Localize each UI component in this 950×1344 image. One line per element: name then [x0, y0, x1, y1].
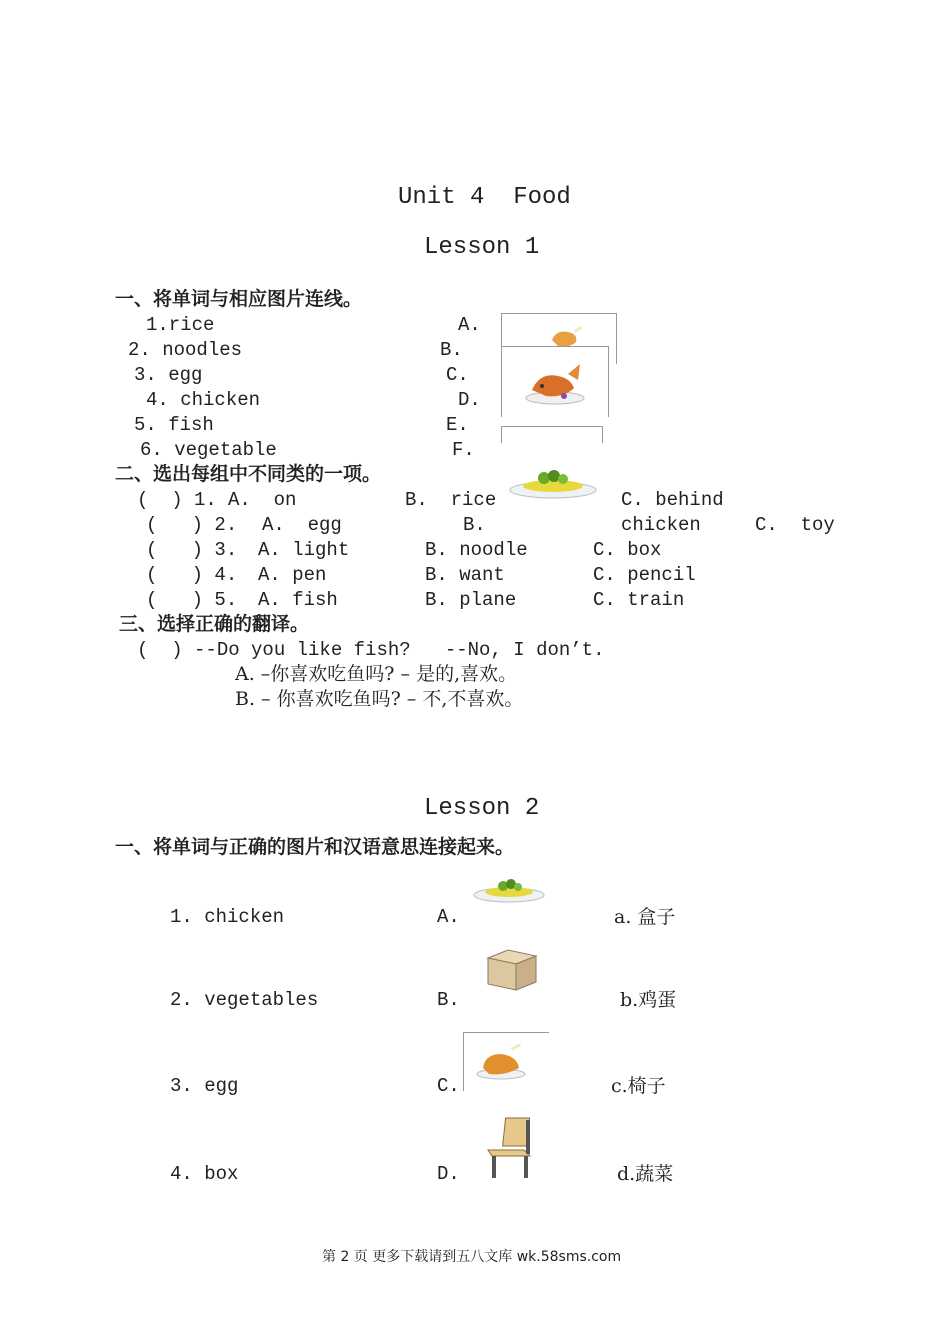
option-c: C. behind [621, 489, 724, 511]
section1-title: 一、将单词与相应图片连线。 [115, 288, 363, 310]
picture-letter: D. [437, 1163, 460, 1185]
fish-plate-icon [524, 362, 586, 406]
option-c: C. toy [755, 514, 835, 536]
picture-letter: A. [437, 906, 460, 928]
word-item: 5. fish [134, 414, 214, 436]
word-item: 2. vegetables [170, 989, 319, 1011]
option-b-word: chicken [621, 514, 701, 536]
option-b: B. want [425, 564, 505, 586]
answer-bracket: ( ) 5. [146, 589, 238, 611]
lesson2-heading: Lesson 2 [424, 795, 540, 822]
answer-bracket: ( ) 1. [137, 489, 217, 511]
chicken-plate-icon [475, 1044, 527, 1080]
lesson2-section-title: 一、将单词与正确的图片和汉语意思连接起来。 [115, 836, 515, 858]
meaning: b.鸡蛋 [620, 989, 677, 1011]
meaning: d.蔬菜 [617, 1163, 674, 1185]
option-a: A. egg [262, 514, 342, 536]
option-c: C. box [593, 539, 662, 561]
word-item: 3. egg [170, 1075, 239, 1097]
picture-letter: C. [446, 364, 469, 386]
word-item: 4. chicken [146, 389, 261, 411]
word-item: 2. noodles [128, 339, 243, 361]
picture-letter: B. [437, 989, 460, 1011]
meaning: a. 盒子 [614, 906, 676, 928]
meaning: c.椅子 [611, 1075, 666, 1097]
picture-letter: A. [458, 314, 481, 336]
vegetable-plate-icon [472, 876, 546, 904]
question: ( ) --Do you like fish? --No, I don’t. [137, 639, 605, 661]
page-footer: 第 2 页 更多下载请到五八文库 wk.58sms.com [322, 1249, 622, 1265]
picture-letter: C. [437, 1075, 460, 1097]
word-item: 4. box [170, 1163, 239, 1185]
option-a: A. light [258, 539, 350, 561]
word-item: 3. egg [134, 364, 203, 386]
option-b: B. [463, 514, 486, 536]
option-a: A. –你喜欢吃鱼吗? – 是的,喜欢。 [235, 663, 518, 685]
answer-bracket: ( ) 2. [146, 514, 238, 536]
section3-title: 三、选择正确的翻译。 [119, 613, 310, 635]
word-item: 6. vegetable [140, 439, 277, 461]
picture-letter: B. [440, 339, 463, 361]
option-a: A. fish [258, 589, 338, 611]
option-a: A. on [228, 489, 297, 511]
picture-frame [501, 426, 603, 443]
option-b: B. noodle [425, 539, 528, 561]
picture-letter: E. [446, 414, 469, 436]
picture-letter: F. [452, 439, 475, 461]
vegetable-plate-icon [508, 466, 598, 500]
lesson1-heading: Lesson 1 [424, 234, 540, 261]
answer-bracket: ( ) 3. [146, 539, 238, 561]
word-item: 1.rice [146, 314, 215, 336]
option-b: B. rice [405, 489, 497, 511]
picture-letter: D. [458, 389, 481, 411]
option-c: C. pencil [593, 564, 696, 586]
page-title: Unit 4 Food [398, 184, 571, 211]
word-item: 1. chicken [170, 906, 285, 928]
option-a: A. pen [258, 564, 327, 586]
box-icon [484, 946, 540, 992]
option-c: C. train [593, 589, 685, 611]
chair-icon [484, 1114, 536, 1180]
section2-title: 二、选出每组中不同类的一项。 [115, 463, 382, 485]
answer-bracket: ( ) 4. [146, 564, 238, 586]
option-b: B. plane [425, 589, 517, 611]
option-b: B. – 你喜欢吃鱼吗? – 不,不喜欢。 [235, 688, 524, 710]
